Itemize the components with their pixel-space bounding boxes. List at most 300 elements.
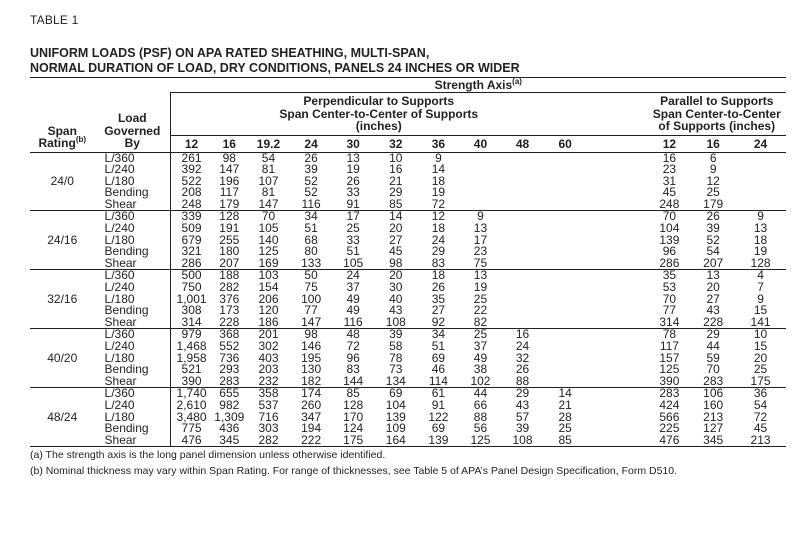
perp-value-cell xyxy=(544,199,587,211)
par-value-cell xyxy=(735,187,786,199)
perp-value-cell: 98 xyxy=(290,329,331,341)
gap-cell xyxy=(586,258,647,270)
perp-value-cell: 38 xyxy=(473,362,488,377)
parallel-header: Parallel to Supports Span Center-to-Center of Supports (inches) xyxy=(652,94,781,133)
perp-value-cell: 302 xyxy=(258,339,279,353)
perp-value-cell xyxy=(501,258,544,270)
perp-value-cell xyxy=(460,187,501,199)
load-governed-cell: Shear xyxy=(95,317,171,329)
par-value-cell: 53 xyxy=(662,280,677,295)
document xyxy=(30,12,786,479)
perp-value-cell: 255 xyxy=(219,232,240,247)
gap-cell xyxy=(586,353,647,365)
perp-value-cell: 180 xyxy=(219,244,240,259)
perp-span-header: 60 xyxy=(544,135,587,152)
load-governed-cell: L/180 xyxy=(104,409,135,424)
perp-value-cell xyxy=(544,353,587,365)
perp-value-cell xyxy=(544,235,587,247)
perp-value-cell: 125 xyxy=(460,435,501,447)
perp-value-cell: 147 xyxy=(219,162,240,177)
par-value-cell: 19 xyxy=(753,244,768,259)
perp-value-cell: 27 xyxy=(389,232,403,247)
table-row xyxy=(30,435,786,447)
par-value-cell: 78 xyxy=(648,329,692,341)
perp-value-cell: 85 xyxy=(374,199,417,211)
perp-value-cell: 147 xyxy=(247,199,291,211)
gap-cell xyxy=(586,270,647,282)
perp-value-cell: 182 xyxy=(290,376,331,388)
load-governed-cell: Shear xyxy=(95,376,171,388)
par-value-cell: 43 xyxy=(706,303,720,318)
title-line-1: UNIFORM LOADS (PSF) ON APA RATED SHEATHING, MULTI-SPAN, xyxy=(30,46,430,60)
perp-value-cell: 203 xyxy=(258,362,279,377)
perp-value-cell: 39 xyxy=(374,329,417,341)
perp-value-cell: 260 xyxy=(301,397,322,412)
perp-value-cell: 45 xyxy=(389,244,403,259)
perp-value-cell: 308 xyxy=(171,305,212,317)
perp-value-cell: 25 xyxy=(346,221,360,236)
perp-value-cell: 174 xyxy=(290,388,331,400)
load-governed-cell: L/240 xyxy=(104,162,135,177)
perp-value-cell: 54 xyxy=(247,152,291,164)
perp-value-cell: 24 xyxy=(515,339,530,353)
perp-value-cell: 26 xyxy=(431,280,446,295)
perp-value-cell: 175 xyxy=(332,435,375,447)
perp-value-cell: 146 xyxy=(301,339,322,353)
perp-value-cell: 750 xyxy=(171,282,212,294)
perp-value-cell: 39 xyxy=(515,421,530,436)
perp-value-cell: 91 xyxy=(332,199,375,211)
load-governed-cell: L/180 xyxy=(104,291,135,306)
par-value-cell: 72 xyxy=(753,409,768,424)
perp-value-cell: 83 xyxy=(417,258,460,270)
perp-value-cell: 390 xyxy=(171,376,212,388)
par-value-cell: 106 xyxy=(691,388,735,400)
perp-value-cell: 303 xyxy=(258,421,279,436)
perp-value-cell: 114 xyxy=(417,376,460,388)
gap-cell xyxy=(586,317,647,329)
perp-value-cell: 34 xyxy=(290,211,331,223)
perp-span-header: 24 xyxy=(290,135,331,152)
perp-value-cell: 345 xyxy=(212,435,247,447)
gap-cell xyxy=(586,423,647,435)
perp-value-cell: 9 xyxy=(417,152,460,164)
perp-value-cell: 679 xyxy=(171,235,212,247)
perp-value-cell: 775 xyxy=(171,423,212,435)
perp-value-cell: 109 xyxy=(385,421,406,436)
perp-value-cell xyxy=(460,176,501,188)
perp-value-cell xyxy=(544,317,587,329)
perp-value-cell: 69 xyxy=(431,421,446,436)
perp-value-cell: 139 xyxy=(417,435,460,447)
perp-value-cell: 57 xyxy=(515,409,530,424)
perp-value-cell: 293 xyxy=(219,362,240,377)
par-value-cell: 12 xyxy=(706,173,720,188)
perp-span-header: 30 xyxy=(332,135,375,152)
perp-span-header: 19.2 xyxy=(247,135,291,152)
par-value-cell: 228 xyxy=(691,317,735,329)
par-value-cell: 70 xyxy=(706,362,720,377)
span-rating-header: Span Rating$^{(b)}$ xyxy=(38,123,87,150)
load-governed-cell: L/360 xyxy=(95,211,171,223)
perp-value-cell: 77 xyxy=(304,303,318,318)
perp-value-cell: 314 xyxy=(171,317,212,329)
perp-value-cell: 33 xyxy=(346,232,360,247)
perp-span-header: 36 xyxy=(417,135,460,152)
perp-value-cell: 21 xyxy=(389,173,403,188)
load-governed-cell: L/360 xyxy=(95,329,171,341)
perp-value-cell xyxy=(460,152,501,164)
par-value-cell: 44 xyxy=(706,339,720,353)
par-value-cell: 225 xyxy=(659,421,680,436)
par-value-cell: 175 xyxy=(735,376,786,388)
perp-value-cell: 14 xyxy=(544,388,587,400)
perp-value-cell: 51 xyxy=(304,221,318,236)
perp-value-cell: 196 xyxy=(219,173,240,188)
perp-value-cell: 122 xyxy=(428,409,449,424)
perp-value-cell: 1,468 xyxy=(171,341,212,353)
perp-value-cell: 32 xyxy=(515,350,530,365)
table-body xyxy=(30,152,786,447)
perp-value-cell: 13 xyxy=(473,221,488,236)
gap-cell xyxy=(586,341,647,353)
title-line-2: NORMAL DURATION OF LOAD, DRY CONDITIONS, PANELS 24 INCHES OR WIDER xyxy=(30,61,520,75)
perp-value-cell: 140 xyxy=(258,232,279,247)
perp-value-cell xyxy=(501,187,544,199)
perp-value-cell: 20 xyxy=(389,221,403,236)
par-value-cell: 213 xyxy=(735,435,786,447)
par-value-cell: 29 xyxy=(691,329,735,341)
perp-value-cell: 282 xyxy=(247,435,291,447)
perp-value-cell: 25 xyxy=(460,329,501,341)
par-value-cell: 45 xyxy=(753,421,768,436)
perp-value-cell: 736 xyxy=(219,350,240,365)
span-rating-cell: 40/20 xyxy=(30,329,95,388)
par-value-cell: 25 xyxy=(753,362,768,377)
load-governed-cell: Bending xyxy=(104,362,149,377)
strength-axis-header: Strength Axis$^{(a)}$ xyxy=(171,78,786,93)
gap-cell xyxy=(586,235,647,247)
perp-value-cell: 37 xyxy=(346,280,360,295)
par-value-cell: 13 xyxy=(691,270,735,282)
perp-value-cell xyxy=(544,305,587,317)
perp-value-cell: 144 xyxy=(332,376,375,388)
gap-cell xyxy=(586,211,647,223)
par-value-cell: 13 xyxy=(753,221,768,236)
perp-value-cell: 188 xyxy=(212,270,247,282)
par-value-cell: 6 xyxy=(691,152,735,164)
perp-value-cell: 51 xyxy=(346,244,360,259)
par-value-cell: 20 xyxy=(753,350,768,365)
perp-value-cell: 56 xyxy=(473,421,488,436)
perp-value-cell: 91 xyxy=(431,397,446,412)
gap-cell xyxy=(586,199,647,211)
perp-value-cell: 13 xyxy=(460,270,501,282)
par-value-cell: 345 xyxy=(691,435,735,447)
par-value-cell: 10 xyxy=(735,329,786,341)
par-value-cell: 26 xyxy=(691,211,735,223)
perpendicular-header: Perpendicular to Supports Span Center-to-Center of Supports (inches) xyxy=(171,93,587,136)
gap-cell xyxy=(586,412,647,424)
load-governed-cell: Bending xyxy=(104,185,149,200)
perp-value-cell: 124 xyxy=(343,421,364,436)
perp-value-cell xyxy=(544,270,587,282)
par-value-cell: 70 xyxy=(648,211,692,223)
par-value-cell: 4 xyxy=(735,270,786,282)
par-value-cell: 96 xyxy=(662,244,677,259)
perp-value-cell xyxy=(501,246,544,258)
load-governed-cell: Bending xyxy=(104,303,149,318)
perp-value-cell: 16 xyxy=(501,329,544,341)
perp-value-cell: 50 xyxy=(290,270,331,282)
par-value-cell: 9 xyxy=(757,291,764,306)
perp-value-cell: 436 xyxy=(219,421,240,436)
par-value-cell: 248 xyxy=(648,199,692,211)
perp-value-cell: 232 xyxy=(247,376,291,388)
par-value-cell: 27 xyxy=(706,291,720,306)
perp-value-cell xyxy=(544,223,587,235)
perp-value-cell: 25 xyxy=(473,291,488,306)
par-value-cell: 139 xyxy=(659,232,680,247)
perp-span-header: 12 xyxy=(171,135,212,152)
perp-value-cell xyxy=(501,164,544,176)
perp-value-cell: 248 xyxy=(171,199,212,211)
gap-cell xyxy=(586,187,647,199)
perp-value-cell: 170 xyxy=(343,409,364,424)
perp-value-cell: 206 xyxy=(258,291,279,306)
par-span-header: 12 xyxy=(648,135,692,152)
perp-value-cell: 73 xyxy=(389,362,403,377)
perp-value-cell: 103 xyxy=(247,270,291,282)
perp-value-cell xyxy=(544,294,587,306)
perp-value-cell: 18 xyxy=(431,173,446,188)
perp-value-cell: 58 xyxy=(389,339,403,353)
gap-cell xyxy=(586,329,647,341)
perp-value-cell: 716 xyxy=(258,409,279,424)
gap-cell xyxy=(586,246,647,258)
gap-cell xyxy=(586,435,647,447)
perp-value-cell: 70 xyxy=(247,211,291,223)
perp-value-cell: 23 xyxy=(473,244,488,259)
perp-value-cell: 321 xyxy=(171,246,212,258)
perp-value-cell: 104 xyxy=(385,397,406,412)
perp-value-cell: 18 xyxy=(417,270,460,282)
perp-span-header: 48 xyxy=(501,135,544,152)
perp-value-cell: 14 xyxy=(431,162,446,177)
perp-value-cell: 37 xyxy=(473,339,488,353)
perp-value-cell: 537 xyxy=(258,397,279,412)
perp-value-cell: 116 xyxy=(290,199,331,211)
par-value-cell: 9 xyxy=(709,162,717,177)
par-value-cell: 45 xyxy=(662,185,677,200)
perp-value-cell: 128 xyxy=(212,211,247,223)
perp-value-cell: 173 xyxy=(219,303,240,318)
footnote-a: (a) The strength axis is the long panel dimension unless otherwise identified. xyxy=(30,449,386,462)
perp-value-cell: 1,740 xyxy=(171,388,212,400)
par-value-cell: 9 xyxy=(735,211,786,223)
load-governed-cell: L/240 xyxy=(104,280,135,295)
perp-value-cell xyxy=(460,164,501,176)
perp-value-cell: 26 xyxy=(290,152,331,164)
perp-value-cell: 81 xyxy=(261,185,276,200)
perp-value-cell: 83 xyxy=(346,362,360,377)
perp-value-cell: 191 xyxy=(219,221,240,236)
par-value-cell: 141 xyxy=(735,317,786,329)
perp-value-cell: 28 xyxy=(558,409,572,424)
perp-value-cell: 108 xyxy=(374,317,417,329)
perp-value-cell: 139 xyxy=(385,409,406,424)
perp-value-cell: 228 xyxy=(212,317,247,329)
perp-value-cell: 261 xyxy=(171,152,212,164)
perp-value-cell: 392 xyxy=(171,164,212,176)
span-rating-cell: 24/16 xyxy=(30,211,95,270)
par-span-header: 24 xyxy=(735,135,786,152)
par-value-cell: 59 xyxy=(706,350,720,365)
perp-value-cell xyxy=(501,199,544,211)
perp-value-cell xyxy=(544,246,587,258)
perp-value-cell: 18 xyxy=(431,221,446,236)
perp-value-cell: 2,610 xyxy=(171,400,212,412)
par-value-cell: 39 xyxy=(706,221,720,236)
perp-value-cell: 52 xyxy=(304,185,318,200)
perp-value-cell: 207 xyxy=(212,258,247,270)
perp-value-cell: 128 xyxy=(343,397,364,412)
perp-value-cell: 26 xyxy=(515,362,530,377)
perp-value-cell: 98 xyxy=(212,152,247,164)
perp-value-cell: 30 xyxy=(389,280,403,295)
perp-value-cell: 39 xyxy=(304,162,318,177)
perp-value-cell: 655 xyxy=(212,388,247,400)
perp-value-cell: 982 xyxy=(219,397,240,412)
perp-value-cell xyxy=(501,223,544,235)
perp-value-cell: 1,309 xyxy=(214,409,245,424)
perp-value-cell: 358 xyxy=(247,388,291,400)
perp-value-cell: 500 xyxy=(171,270,212,282)
perp-value-cell: 92 xyxy=(417,317,460,329)
perp-value-cell: 81 xyxy=(261,162,276,177)
perp-value-cell: 222 xyxy=(290,435,331,447)
load-governed-cell: Shear xyxy=(95,199,171,211)
perp-value-cell: 100 xyxy=(301,291,322,306)
perp-value-cell: 147 xyxy=(290,317,331,329)
perp-value-cell: 116 xyxy=(332,317,375,329)
perp-value-cell: 19 xyxy=(431,185,446,200)
perp-value-cell: 282 xyxy=(219,280,240,295)
gap-cell xyxy=(586,164,647,176)
gap-cell xyxy=(586,376,647,388)
par-value-cell xyxy=(735,152,786,164)
perp-value-cell xyxy=(544,329,587,341)
gap-cell xyxy=(586,294,647,306)
perp-value-cell xyxy=(501,211,544,223)
perp-value-cell: 195 xyxy=(301,350,322,365)
perp-value-cell: 522 xyxy=(171,176,212,188)
perp-value-cell: 979 xyxy=(171,329,212,341)
perp-value-cell: 105 xyxy=(332,258,375,270)
perp-value-cell: 12 xyxy=(417,211,460,223)
par-value-cell: 160 xyxy=(703,397,724,412)
perp-value-cell: 51 xyxy=(431,339,446,353)
perp-value-cell: 107 xyxy=(258,173,279,188)
perp-value-cell: 21 xyxy=(558,397,572,412)
perp-span-header: 32 xyxy=(374,135,417,152)
load-governed-cell: L/360 xyxy=(95,152,171,164)
perp-value-cell xyxy=(544,258,587,270)
perp-value-cell xyxy=(544,211,587,223)
perp-value-cell xyxy=(544,187,587,199)
perp-value-cell: 347 xyxy=(301,409,322,424)
perp-value-cell xyxy=(544,282,587,294)
perp-value-cell: 66 xyxy=(473,397,488,412)
par-value-cell: 207 xyxy=(691,258,735,270)
par-value-cell: 31 xyxy=(662,173,677,188)
par-value-cell: 128 xyxy=(735,258,786,270)
perp-value-cell: 33 xyxy=(346,185,360,200)
par-value-cell: 566 xyxy=(659,409,680,424)
par-value-cell: 213 xyxy=(703,409,724,424)
perp-value-cell: 339 xyxy=(171,211,212,223)
par-value-cell: 54 xyxy=(706,244,720,259)
perp-value-cell xyxy=(544,176,587,188)
perp-value-cell xyxy=(501,305,544,317)
perp-value-cell: 69 xyxy=(374,388,417,400)
par-value-cell: 35 xyxy=(648,270,692,282)
perp-value-cell: 286 xyxy=(171,258,212,270)
perp-value-cell: 164 xyxy=(374,435,417,447)
perp-value-cell: 1,001 xyxy=(171,294,212,306)
perp-value-cell: 88 xyxy=(501,376,544,388)
perp-value-cell: 13 xyxy=(332,152,375,164)
perp-span-header: 16 xyxy=(212,135,247,152)
perp-value-cell xyxy=(544,364,587,376)
load-governed-cell: L/180 xyxy=(104,350,135,365)
perp-value-cell: 133 xyxy=(290,258,331,270)
par-value-cell: 117 xyxy=(659,339,679,353)
perp-value-cell: 130 xyxy=(301,362,322,377)
load-governed-cell: L/240 xyxy=(104,339,135,353)
perp-value-cell xyxy=(501,270,544,282)
perp-value-cell: 179 xyxy=(212,199,247,211)
perp-value-cell: 43 xyxy=(515,397,530,412)
perp-value-cell: 283 xyxy=(212,376,247,388)
par-value-cell: 127 xyxy=(703,421,724,436)
perp-value-cell: 17 xyxy=(473,232,488,247)
perp-value-cell: 29 xyxy=(431,244,446,259)
perp-value-cell: 1,958 xyxy=(171,353,212,365)
perp-value-cell: 35 xyxy=(431,291,446,306)
table-label: TABLE 1 xyxy=(30,13,79,27)
load-governed-cell: L/180 xyxy=(104,173,135,188)
perp-value-cell: 24 xyxy=(332,270,375,282)
perp-value-cell: 82 xyxy=(460,317,501,329)
footnote-b: (b) Nominal thickness may vary within Span Rating. For range of thicknesses, see Table 5 of APA’s Panel Design Specification, Form D510. xyxy=(30,465,678,478)
perp-value-cell: 208 xyxy=(171,187,212,199)
par-value-cell: 15 xyxy=(753,339,768,353)
perp-value-cell: 26 xyxy=(346,173,360,188)
gap-cell xyxy=(586,223,647,235)
perp-value-cell: 19 xyxy=(473,280,488,295)
perp-value-cell: 169 xyxy=(247,258,291,270)
perp-value-cell xyxy=(544,152,587,164)
table-title xyxy=(30,46,786,76)
span-rating-cell: 32/16 xyxy=(30,270,95,329)
perp-value-cell xyxy=(544,341,587,353)
gap-cell xyxy=(586,176,647,188)
perp-value-cell: 27 xyxy=(431,303,446,318)
perp-value-cell: 72 xyxy=(417,199,460,211)
perp-value-cell: 134 xyxy=(374,376,417,388)
par-value-cell xyxy=(735,176,786,188)
